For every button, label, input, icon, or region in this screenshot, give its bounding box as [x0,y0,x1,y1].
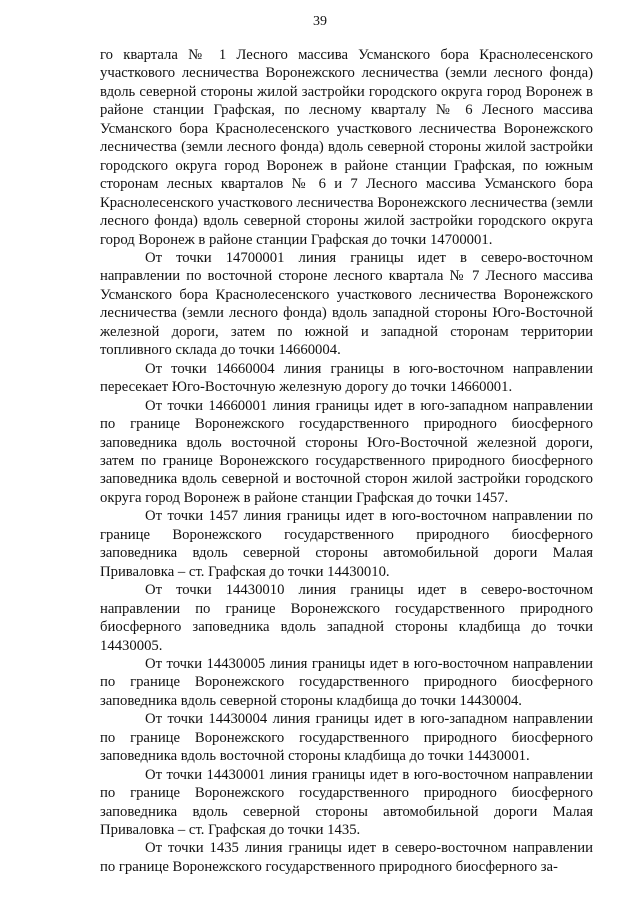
paragraph-continuation: го квартала № 1 Лесного массива Усманского бора Краснолесенского участкового лесничества Воронежского лесничества (земли лесного фонда) вдоль северной стороны жилой застройки городского округа город Воронеж в районе станции Графская, по лесному кварталу № 6 Лесного массива Усманского бора Краснолесенского участкового лесничества Воронежского лесничества (земли лесного фонда) вдоль северной стороны жилой застройки городского округа город Воронеж в районе станции Графская, по южным сторонам лесных кварталов № 6 и 7 Лесного массива Усманского бора Краснолесенского участкового лесничества Воронежского лесничества (земли лесного фонда) вдоль северной стороны жилой застройки городского округа город Воронеж в районе станции Графская до точки 14700001. [100,47,593,248]
paragraph: От точки 14660004 линия границы в юго-восточном направлении пересекает Юго-Восточную железную дорогу до точки 14660001. [100,360,593,396]
paragraph: От точки 14430010 линия границы идет в северо-восточном направлении по границе Воронежского государственного природного биосферного заповедника вдоль западной стороны кладбища до точки 14430005. [100,582,593,654]
paragraph: От точки 14700001 линия границы идет в северо-восточном направлении по восточной стороне лесного квартала № 7 Лесного массива Усманского бора Краснолесенского участкового лесничества Воронежского лесничества (земли лесного фонда) вдоль западной стороны Юго-Восточной железной дороги, затем по южной и западной сторонам территории топливного склада до точки 14660004. [100,249,593,359]
document-body [100,46,593,876]
page-number: 39 [313,14,327,29]
paragraph: От точки 14430004 линия границы идет в юго-западном направлении по границе Воронежского государственного природного биосферного заповедника вдоль восточной стороны кладбища до точки 14430001. [100,711,593,765]
paragraph: От точки 14430001 линия границы идет в юго-восточном направлении по границе Воронежского государственного природного биосферного заповедника вдоль северной стороны автомобильной дороги Малая Приваловка – ст. Графская до точки 1435. [100,766,593,839]
paragraph: От точки 1457 линия границы идет в юго-восточном направлении по границе Воронежского государственного природного биосферного заповедника вдоль северной стороны автомобильной дороги Малая Приваловка – ст. Графская до точки 14430010. [100,508,593,580]
paragraph: От точки 1435 линия границы идет в северо-восточном направлении по границе Воронежского государственного природного биосферного за- [100,840,593,875]
paragraph: От точки 14660001 линия границы идет в юго-западном направлении по границе Воронежского государственного природного биосферного заповедника вдоль восточной стороны Юго-Восточной железной дороги, затем по границе Воронежского государственного природного биосферного заповедника вдоль северной и восточной сторон жилой застройки городского округа город Воронеж в районе станции Графская до точки 1457. [100,397,593,506]
paragraph: От точки 14430005 линия границы идет в юго-восточном направлении по границе Воронежского государственного природного биосферного заповедника вдоль северной стороны кладбища до точки 14430004. [100,655,593,709]
